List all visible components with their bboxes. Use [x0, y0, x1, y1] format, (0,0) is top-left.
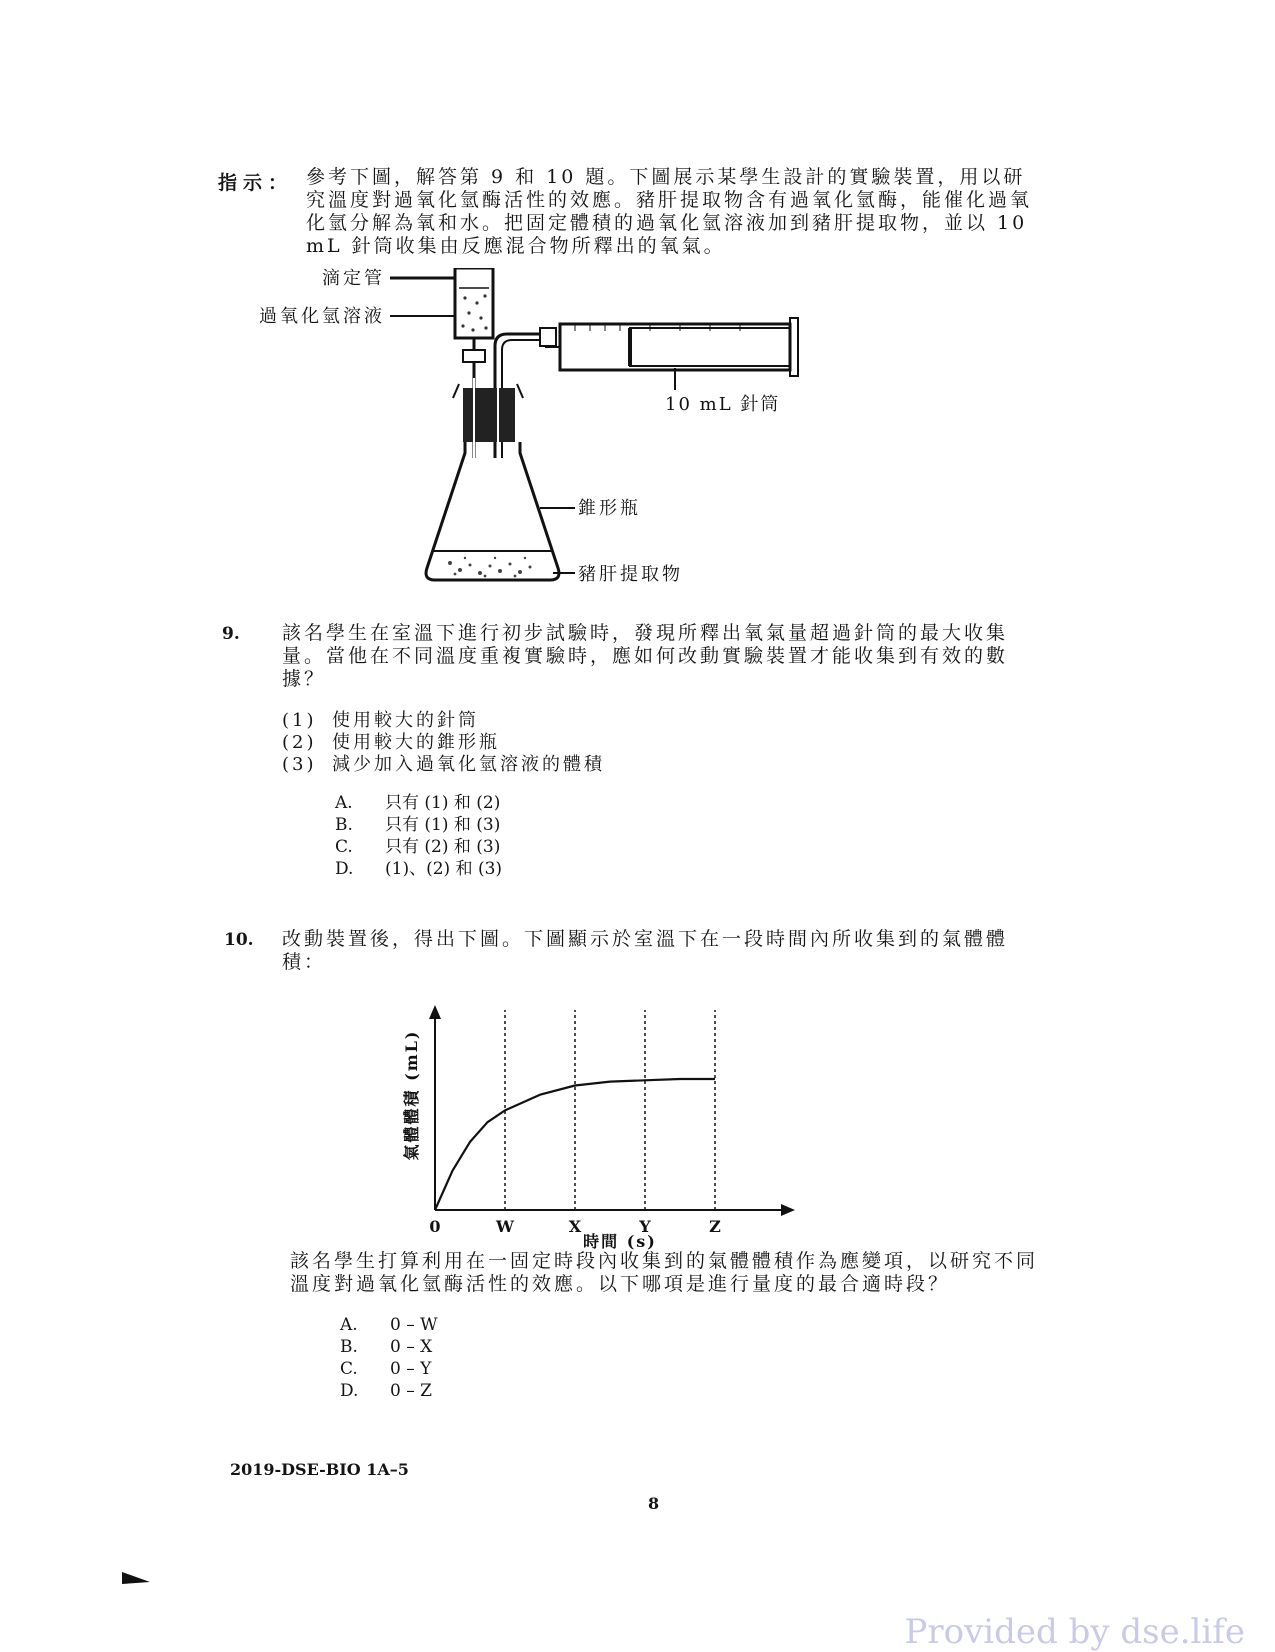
y-axis-arrow — [429, 1005, 441, 1019]
instruction-label: 指示： — [218, 172, 294, 194]
q9-option-b[interactable] — [335, 814, 502, 836]
q9-statement-1-mark: (1) — [282, 710, 317, 731]
q10-option-b-text: 0 – X — [390, 1337, 433, 1357]
q9-number: 9. — [222, 624, 240, 644]
watermark: Provided by dse.life — [904, 1612, 1245, 1652]
q9-option-a-mark: A. — [335, 793, 353, 813]
syringe-barrel — [560, 324, 790, 370]
burette-label: 滴定管 — [322, 268, 385, 289]
q10-options — [340, 1314, 438, 1402]
q10-number: 10. — [224, 930, 254, 950]
rubber-stopper — [463, 388, 515, 442]
q9-option-d-mark: D. — [335, 859, 354, 879]
q9-option-a-text: 只有 (1) 和 (2) — [385, 793, 501, 813]
x-tick-0: 0 — [429, 1217, 441, 1236]
q9-statement-1-text: 使用較大的針筒 — [332, 710, 479, 731]
q10-option-c-mark: C. — [340, 1359, 358, 1379]
stopcock — [463, 350, 485, 362]
q9-statement-2-mark: (2) — [282, 732, 317, 753]
x-tick-y: Y — [639, 1217, 651, 1236]
paper-code: 2019-DSE-BIO 1A–5 — [230, 1460, 409, 1479]
x-axis-arrow — [781, 1204, 795, 1216]
q9-option-d-text: (1)、(2) 和 (3) — [385, 859, 503, 879]
q10-option-c-text: 0 – Y — [390, 1359, 432, 1379]
graph-xlabel: 時間 (s) — [583, 1232, 657, 1251]
q9-option-b-mark: B. — [335, 815, 353, 835]
page-number: 8 — [648, 1494, 660, 1513]
graph-ylabel: 氣體體積 (mL) — [402, 1029, 421, 1161]
liver-extract-dots — [448, 557, 532, 578]
q9-option-c[interactable] — [335, 836, 502, 858]
volume-time-graph — [395, 995, 835, 1255]
q10-text: 改動裝置後，得出下圖。下圖顯示於室溫下在一段時間內所收集到的氣體體積： — [282, 928, 1009, 973]
q10-option-a[interactable] — [340, 1314, 438, 1336]
q10-option-d-text: 0 – Z — [390, 1381, 432, 1401]
q9-option-b-text: 只有 (1) 和 (3) — [385, 815, 501, 835]
q9-statements — [282, 710, 605, 776]
syringe-plunger — [630, 328, 790, 366]
q9-statement-3-text: 減少加入過氧化氫溶液的體積 — [332, 754, 605, 775]
flask-label: 錐形瓶 — [578, 498, 641, 519]
q10-option-d-mark: D. — [340, 1381, 359, 1401]
q10-option-a-text: 0 – W — [390, 1315, 438, 1335]
peroxide-solution-label: 過氧化氫溶液 — [259, 306, 385, 327]
apparatus-diagram — [255, 268, 815, 618]
q10-option-a-mark: A. — [340, 1315, 358, 1335]
q9-option-c-text: 只有 (2) 和 (3) — [385, 837, 501, 857]
syringe-label: 10 mL 針筒 — [665, 394, 781, 415]
x-tick-x: X — [568, 1217, 582, 1236]
q9-statement-2-text: 使用較大的錐形瓶 — [332, 732, 500, 753]
q10-option-b[interactable] — [340, 1336, 438, 1358]
q10-option-d[interactable] — [340, 1380, 438, 1402]
q9-statement-1 — [282, 710, 605, 732]
corner-arrow-mark — [122, 1572, 152, 1586]
q9-statement-2 — [282, 732, 605, 754]
q10-option-b-mark: B. — [340, 1337, 358, 1357]
q10-followup: 該名學生打算利用在一固定時段內收集到的氣體體積作為應變項，以研究不同溫度對過氧化氫酶活性的效應。以下哪項是進行量度的最合適時段？ — [290, 1250, 1039, 1295]
q9-option-d[interactable] — [335, 858, 502, 880]
conical-flask — [426, 442, 559, 580]
q9-statement-3 — [282, 754, 605, 776]
x-tick-z: Z — [709, 1217, 721, 1236]
q9-statement-3-mark: (3) — [282, 754, 317, 775]
instruction-text: 參考下圖，解答第 9 和 10 題。下圖展示某學生設計的實驗裝置，用以研究溫度對過氧化氫酶活性的效應。豬肝提取物含有過氧化氫酶，能催化過氧化氫分解為氧和水。把固定體積的過氧化氫溶液加到豬肝提取物，並以 10 mL 針筒收集由反應混合物所釋出的氧氣。 — [306, 166, 1033, 257]
q9-option-a[interactable] — [335, 792, 502, 814]
q10-option-c[interactable] — [340, 1358, 438, 1380]
q9-option-c-mark: C. — [335, 837, 353, 857]
q9-options — [335, 792, 502, 880]
liver-extract-label: 豬肝提取物 — [578, 564, 683, 585]
x-tick-w: W — [496, 1217, 514, 1236]
q9-text: 該名學生在室溫下進行初步試驗時，發現所釋出氧氣量超過針筒的最大收集量。當他在不同溫度重複實驗時，應如何改動實驗裝置才能收集到有效的數據？ — [282, 622, 1009, 690]
